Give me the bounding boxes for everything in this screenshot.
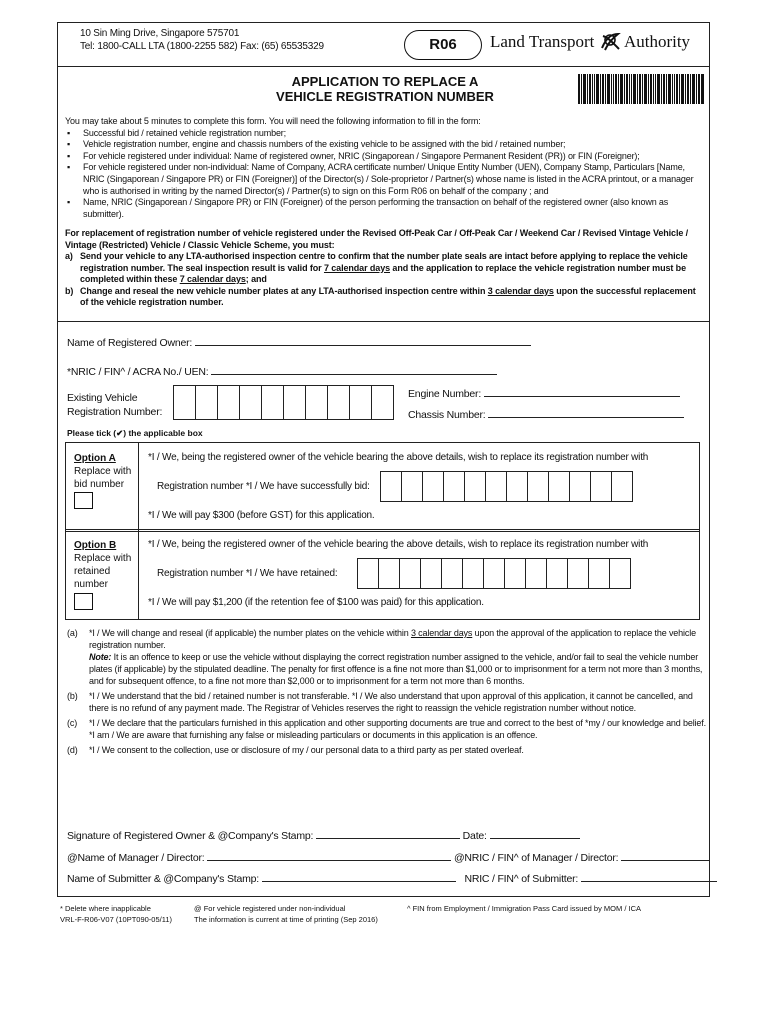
header-divider [57,66,710,67]
owner-signature-label: Signature of Registered Owner & @Company's Stamp: [67,830,314,842]
option-a-reg-label: Registration number *I / We have successfully bid: [157,481,370,492]
existing-reg-label-2: Registration Number: [67,406,163,418]
option-b-desc: Replace with [74,553,132,564]
item-text: and the application to replace the vehicle registration number must be completed within these [80,262,686,284]
owner-signature-field[interactable] [67,830,580,842]
lta-knot-icon [599,30,621,52]
owner-name-input[interactable] [195,345,531,346]
title-line-1: APPLICATION TO REPLACE A [291,74,479,89]
footer-current-note: The information is current at time of printing (Sep 2016) [194,914,378,924]
existing-reg-label [67,391,162,419]
option-b-statement: *I / We, being the registered owner of the vehicle bearing the above details, wish to replace its registration number with [148,539,649,550]
note-label: Note: [89,652,112,662]
intro-item: ▪ Name, NRIC (Singaporean / Singapore PR) or FIN (Foreigner) of the person performing the transaction on behalf of the registered owner (also known as submitter). [65,197,705,220]
item-label: b) [65,285,74,296]
char-box[interactable] [611,471,633,502]
declaration-text: *I / We will change and reseal (if applicable) the number plates on the vehicle within [89,628,411,638]
item-underline: 7 calendar days [323,262,391,273]
intro-item: ▪ For vehicle registered under non-individual: Name of Company, ACRA certificate number/ Unique Entity Number (UEN), Company Stamp, Particulars [Name, NRIC (Singaporean / Singapore PR) or FIN (Foreigner)] of the Director(s) / Sole-proprietor / Partner(s) whose name is listed in the ACRA printout, or a manager who is authorised in writing by the named Director(s) / Partner(s) to sign on this Form R06 on behalf of the company ; and [65,162,705,197]
char-box[interactable] [401,471,423,502]
char-box[interactable] [527,471,549,502]
option-a-box [65,442,700,532]
note-text: It is an offence to keep or use the vehicle without displaying the correct registration number assigned to the vehicle, and/or fail to seal the vehicle number plates (if applicable) by the stipulated deadline. The penalty for first offence is a fine not more than $1,000 or to imprisonment for a term not more than 3 months, and for subsequent offence, to a fine not more than $2,000 or to imprisonment for a term not more than 6 months. [89,652,703,686]
submitter-nric-input[interactable] [581,881,717,882]
intro-section [65,116,705,220]
offpeak-instructions [65,228,705,309]
owner-name-label: Name of Registered Owner: [67,337,193,349]
nric-label: *NRIC / FIN^ / ACRA No./ UEN: [67,366,209,378]
existing-reg-boxes[interactable] [173,385,393,420]
declarations [67,627,707,759]
chassis-label: Chassis Number: [408,409,486,421]
char-box[interactable] [357,558,379,589]
manager-name-field[interactable] [67,852,709,864]
offpeak-lead: For replacement of registration number of vehicle registered under the Revised Off-Peak Car / Off-Peak Car / Weekend Car / Revised Vintage Vehicle / Vintage (Restricted) Vehicle / Classic Vehicle Scheme, you must: [65,228,689,250]
intro-lead: You may take about 5 minutes to complete this form. You will need the following information to fill in the form: [65,116,481,126]
char-box[interactable] [441,558,463,589]
title-line-2: VEHICLE REGISTRATION NUMBER [276,89,494,104]
char-box[interactable] [380,471,402,502]
item-label: a) [65,251,73,261]
char-box[interactable] [525,558,547,589]
declaration-a [67,627,707,687]
lta-logo [490,30,690,52]
option-b-box [65,529,700,620]
item-underline: 3 calendar days [487,285,554,296]
intro-item: ▪ Successful bid / retained vehicle registration number; [65,128,705,140]
offpeak-item-b [65,286,705,309]
char-box[interactable] [173,385,196,420]
char-box[interactable] [504,558,526,589]
date-input[interactable] [490,838,580,839]
char-box[interactable] [546,558,568,589]
lta-address [80,27,324,53]
form-title [240,74,530,104]
option-a-desc: bid number [74,479,125,490]
manager-nric-label: @NRIC / FIN^ of Manager / Director: [453,852,619,864]
nric-input[interactable] [211,374,497,375]
item-text: Change and reseal the new vehicle number plates at any LTA-authorised inspection centre within [80,285,488,296]
option-divider [138,443,139,531]
char-box[interactable] [506,471,528,502]
option-divider [138,530,139,619]
declaration-text: upon the approval of the application to replace the vehicle registration number. [89,628,696,650]
char-box[interactable] [590,471,612,502]
submitter-name-label: Name of Submitter & @Company's Stamp: [67,873,260,885]
char-box[interactable] [420,558,442,589]
chassis-field[interactable] [408,409,684,421]
submitter-name-field[interactable] [67,873,717,885]
chassis-input[interactable] [488,417,684,418]
char-box[interactable] [349,385,372,420]
footer-middle [194,904,378,925]
option-a-title: Option A [74,453,116,464]
engine-input[interactable] [484,396,680,397]
item-text: upon the successful replacement of the vehicle registration number. [80,285,696,307]
existing-reg-label-1: Existing Vehicle [67,392,138,404]
char-box[interactable] [378,558,400,589]
address-line-2: Tel: 1800-CALL LTA (1800-2255 582) Fax: (65) 65535329 [80,41,324,52]
char-box[interactable] [327,385,350,420]
option-a-checkbox[interactable] [74,492,93,509]
option-b-checkbox[interactable] [74,593,93,610]
char-box[interactable] [261,385,284,420]
manager-name-label: @Name of Manager / Director: [67,852,205,864]
submitter-nric-label: NRIC / FIN^ of Submitter: [464,873,579,885]
option-a-label [74,452,131,491]
declaration-b [67,690,707,714]
declaration-label: (c) [67,718,78,728]
char-box[interactable] [609,558,631,589]
logo-text-left: Land Transport [490,32,595,51]
intro-list [65,128,705,221]
logo-text-right: Authority [623,32,691,51]
char-box[interactable] [483,558,505,589]
char-box[interactable] [569,471,591,502]
footer-fin-note: ^ FIN from Employment / Immigration Pass Card issued by MOM / ICA [407,904,641,913]
tick-instruction: Please tick (✔) the applicable box [67,428,203,438]
option-a-statement: *I / We, being the registered owner of the vehicle bearing the above details, wish to replace its registration number with [148,452,649,463]
option-a-fee: *I / We will pay $300 (before GST) for this application. [148,510,375,521]
declaration-d [67,744,707,756]
option-b-desc: retained [74,566,111,577]
form-code-badge: R06 [404,30,482,60]
option-b-reg-boxes[interactable] [357,558,630,589]
declaration-c [67,717,707,741]
char-box[interactable] [485,471,507,502]
item-text: Send your vehicle to any LTA-authorised inspection centre to confirm that the number plate seals are intact before applying to replace the vehicle registration number. The seal inspection result is valid for [80,251,688,273]
footer-delete-note: * Delete where inapplicable [60,904,151,913]
declaration-label: (d) [67,745,78,755]
item-underline: 7 calendar days [179,274,246,284]
declaration-label: (a) [67,628,78,638]
char-box[interactable] [443,471,465,502]
submitter-name-input[interactable] [262,881,456,882]
manager-name-input[interactable] [207,860,451,861]
footer-right [407,904,641,915]
char-box[interactable] [588,558,610,589]
option-b-reg-label: Registration number *I / We have retained: [157,568,338,579]
offpeak-item-a [65,251,705,286]
char-box[interactable] [195,385,218,420]
declaration-label: (b) [67,691,78,701]
owner-signature-input[interactable] [316,838,460,839]
declaration-text: *I / We declare that the particulars furnished in this application and other supporting documents are true and correct to the best of *my / our knowledge and belief. *I am / We are aware that furnishing any false or misleading particulars or documents in this application is an offence. [89,718,706,740]
char-box[interactable] [217,385,240,420]
char-box[interactable] [399,558,421,589]
footer-non-individual: @ For vehicle registered under non-individual [194,904,346,913]
manager-nric-input[interactable] [621,860,709,861]
char-box[interactable] [305,385,328,420]
char-box[interactable] [283,385,306,420]
declaration-text: *I / We understand that the bid / retained number is not transferable. *I / We also understand that upon approval of this application, it cannot be cancelled, and there is no refund of any payment made. The Registrar of Vehicles reserves the right to reassign the vehicle registration number without notice. [89,691,693,713]
item-text: ; and [245,274,267,284]
char-box[interactable] [548,471,570,502]
option-a-desc: Replace with [74,466,132,477]
engine-label: Engine Number: [408,388,482,400]
option-b-label [74,539,131,591]
char-box[interactable] [464,471,486,502]
intro-item: ▪ Vehicle registration number, engine and chassis numbers of the existing vehicle to be assigned with the bid / retained number; [65,139,705,151]
option-b-desc: number [74,579,108,590]
option-a-reg-boxes[interactable] [380,471,632,502]
owner-name-field[interactable] [67,337,531,349]
char-box[interactable] [422,471,444,502]
char-box[interactable] [567,558,589,589]
footer-form-ref: VRL-F-R06-V07 (10PT090-05/11) [60,914,172,924]
option-b-title: Option B [74,540,117,551]
intro-item: ▪ For vehicle registered under individual: Name of registered owner, NRIC (Singaporean / Singapore Permanent Resident (PR)) or FIN (Foreigner); [65,151,705,163]
char-box[interactable] [462,558,484,589]
char-box[interactable] [239,385,262,420]
section-divider [57,321,710,322]
declaration-text: *I / We consent to the collection, use or disclosure of my / our personal data to a third party as per stated overleaf. [89,745,524,755]
option-b-fee: *I / We will pay $1,200 (if the retention fee of $100 was paid) for this application. [148,597,484,608]
nric-field[interactable] [67,366,497,378]
footer-left [60,904,172,925]
barcode [578,74,704,104]
address-line-1: 10 Sin Ming Drive, Singapore 575701 [80,28,240,39]
declaration-underline: 3 calendar days [410,628,473,638]
char-box[interactable] [371,385,394,420]
date-label: Date: [462,830,487,842]
engine-field[interactable] [408,388,680,400]
